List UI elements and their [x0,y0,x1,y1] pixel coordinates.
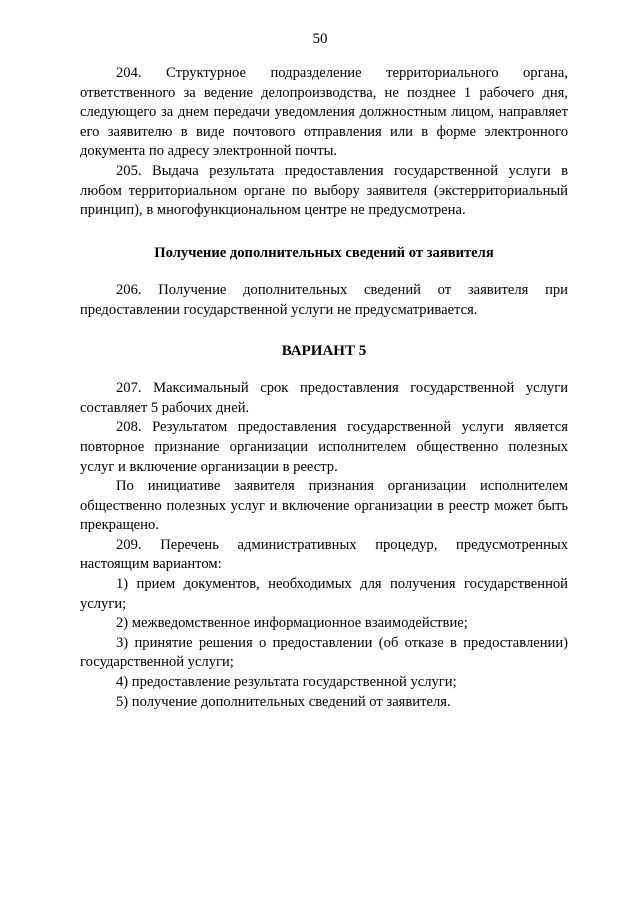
paragraph-208-continued: По инициативе заявителя признания организации исполнителем общественно полезных услуг и включение организации в реестр может быть прекращено. [80,478,568,534]
paragraph-207: 207. Максимальный срок предоставления государственной услуги составляет 5 рабочих дней. [80,380,568,416]
procedure-item-1: 1) прием документов, необходимых для получения государственной услуги; [80,576,568,612]
variant-heading: ВАРИАНТ 5 [281,342,367,359]
paragraph-206: 206. Получение дополнительных сведений от заявителя при предоставлении государственной услуги не предусматривается. [80,282,568,318]
procedure-item-3: 3) принятие решения о предоставлении (об отказе в предоставлении) государственной услуги; [80,634,568,671]
page-number: 50 [312,31,328,47]
section-heading: Получение дополнительных сведений от заявителя [154,244,494,261]
paragraph-209: 209. Перечень административных процедур, предусмотренных настоящим вариантом: [80,536,568,573]
procedure-item-5: 5) получение дополнительных сведений от заявителя. [116,693,451,710]
paragraph-205: 205. Выдача результата предоставления государственной услуги в любом территориальном органе по выбору заявителя (экстерриториальный принцип), в многофункциональном центре не предусмотрена. [80,162,568,219]
paragraph-208: 208. Результатом предоставления государственной услуги является повторное признание организации исполнителем общественно полезных услуг и включение организации в реестр. [80,419,568,475]
document-body [80,64,568,712]
paragraph-204: 204. Структурное подразделение территориального органа, ответственного за ведение делопроизводства, не позднее 1 рабочего дня, следующего за днем передачи уведомления должностным лицом, направляет его заявителю в виде почтового отправления или в форме электронного документа по адресу электронной почты. [80,65,568,160]
procedure-item-2: 2) межведомственное информационное взаимодействие; [116,615,468,632]
procedure-item-4: 4) предоставление результата государственной услуги; [116,674,457,691]
